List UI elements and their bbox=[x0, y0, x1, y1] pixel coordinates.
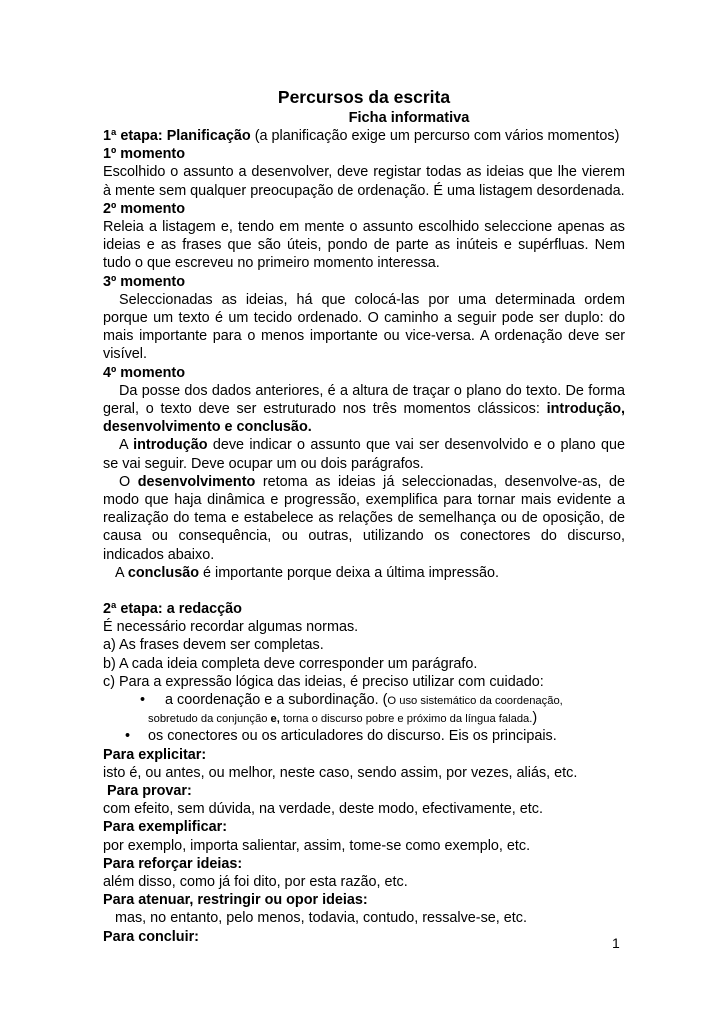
norma-c: c) Para a expressão lógica das ideias, é preciso utilizar com cuidado: bbox=[103, 673, 544, 690]
norma-b: b) A cada ideia completa deve corresponder um parágrafo. bbox=[103, 655, 478, 672]
introducao-paragraph bbox=[103, 436, 625, 472]
etapa1-rest: (a planificação exige um percurso com vários momentos) bbox=[250, 128, 620, 144]
etapa2-heading: 2ª etapa: a redacção bbox=[103, 601, 242, 618]
note-pre: sobretudo da conjunção bbox=[148, 713, 271, 726]
concluir-heading: Para concluir: bbox=[103, 928, 199, 945]
desenvolvimento-rest: retoma as ideias já seleccionadas, desenvolve-as, de modo que haja dinâmica e progressão, exemplifica para tornar mais evidente a realização do tema e estabelece as relações de semelhança ou de oposição, de causa ou consequência, ou outras, utilizando os conectores do discurso, indicados abaixo. bbox=[103, 473, 625, 563]
page-number: 1 bbox=[612, 935, 620, 951]
norma-a: a) As frases devem ser completas. bbox=[103, 637, 324, 654]
momento3-heading: 3º momento bbox=[103, 273, 186, 290]
momento3-text: Seleccionadas as ideias, há que colocá-las por uma determinada ordem porque um texto é um tecido ordenado. O caminho a seguir pode ser duplo: do mais importante para o menos importante ou vice-versa. A ordenação deve ser visível. bbox=[103, 291, 625, 363]
reforcar-text: além disso, como já foi dito, por esta razão, etc. bbox=[103, 873, 408, 890]
explicitar-text: isto é, ou antes, ou melhor, neste caso, sendo assim, por vezes, aliás, etc. bbox=[103, 764, 578, 781]
page-title: Percursos da escrita bbox=[277, 87, 451, 107]
momento2-text: Releia a listagem e, tendo em mente o assunto escolhido seleccione apenas as ideias e as frases que são úteis, pondo de parte as inúteis e supérfluas. Nem tudo o que escreveu no primeiro momento interessa. bbox=[103, 219, 625, 272]
bullet-coordenacao-main: a coordenação e a subordinação. ( bbox=[165, 692, 388, 709]
etapa1-label: 1ª etapa: Planificação bbox=[103, 128, 251, 144]
spacer bbox=[103, 582, 625, 600]
note-rest: torna o discurso pobre e próximo da língua falada. bbox=[279, 713, 533, 726]
bullet-icon: • bbox=[140, 692, 146, 709]
momento4-bold: introdução, desenvolvimento e conclusão. bbox=[103, 401, 625, 436]
momento4-body: Da posse dos dados anteriores, é a altura de traçar o plano do texto. De forma geral, o texto deve ser estruturado nos três momentos clássicos: bbox=[103, 382, 625, 418]
bullet-conectores-text: os conectores ou os articuladores do discurso. Eis os principais. bbox=[148, 728, 557, 745]
atenuar-text: mas, no entanto, pelo menos, todavia, contudo, ressalve-se, etc. bbox=[115, 910, 527, 927]
explicitar-heading: Para explicitar: bbox=[103, 746, 207, 763]
provar-heading: Para provar: bbox=[103, 782, 192, 799]
desenvolvimento-term: desenvolvimento bbox=[137, 473, 256, 490]
bullet-coordenacao-note-line2 bbox=[103, 710, 625, 727]
bullet-icon: • bbox=[125, 728, 131, 745]
atenuar-heading: Para atenuar, restringir ou opor ideias: bbox=[103, 892, 368, 909]
desenvolvimento-pre: O bbox=[119, 473, 138, 490]
exemplificar-heading: Para exemplificar: bbox=[103, 819, 227, 836]
introducao-rest: deve indicar o assunto que vai ser desenvolvido e o plano que se vai seguir. Deve ocupar um ou dois parágrafos. bbox=[103, 437, 625, 472]
conclusao-rest: é importante porque deixa a última impressão. bbox=[199, 564, 499, 581]
note-bold: e, bbox=[270, 713, 280, 726]
document-body bbox=[103, 87, 625, 946]
momento2-heading: 2º momento bbox=[103, 200, 186, 217]
introducao-term: introdução bbox=[133, 437, 208, 454]
page-subtitle: Ficha informativa bbox=[348, 110, 470, 126]
desenvolvimento-paragraph bbox=[103, 473, 625, 564]
conclusao-pre: A bbox=[115, 564, 128, 581]
bullet-coordenacao bbox=[103, 691, 625, 710]
introducao-pre: A bbox=[119, 437, 134, 454]
bullet-coordenacao-note: O uso sistemático da coordenação, bbox=[387, 695, 563, 708]
exemplificar-text: por exemplo, importa salientar, assim, tome-se como exemplo, etc. bbox=[103, 837, 531, 854]
conclusao-paragraph bbox=[103, 564, 625, 582]
normas-intro: É necessário recordar algumas normas. bbox=[103, 619, 359, 636]
momento1-text: Escolhido o assunto a desenvolver, deve registar todas as ideias que lhe vierem à mente sem qualquer preocupação de ordenação. É uma listagem desordenada. bbox=[103, 164, 625, 199]
momento1-heading: 1º momento bbox=[103, 146, 186, 163]
note-close: ) bbox=[532, 710, 538, 727]
momento4-text bbox=[103, 382, 625, 437]
bullet-conectores bbox=[103, 727, 625, 745]
etapa1-line bbox=[103, 127, 625, 145]
momento4-heading: 4º momento bbox=[103, 364, 186, 381]
reforcar-heading: Para reforçar ideias: bbox=[103, 855, 243, 872]
conclusao-term: conclusão bbox=[127, 564, 199, 581]
provar-text: com efeito, sem dúvida, na verdade, deste modo, efectivamente, etc. bbox=[103, 801, 543, 818]
